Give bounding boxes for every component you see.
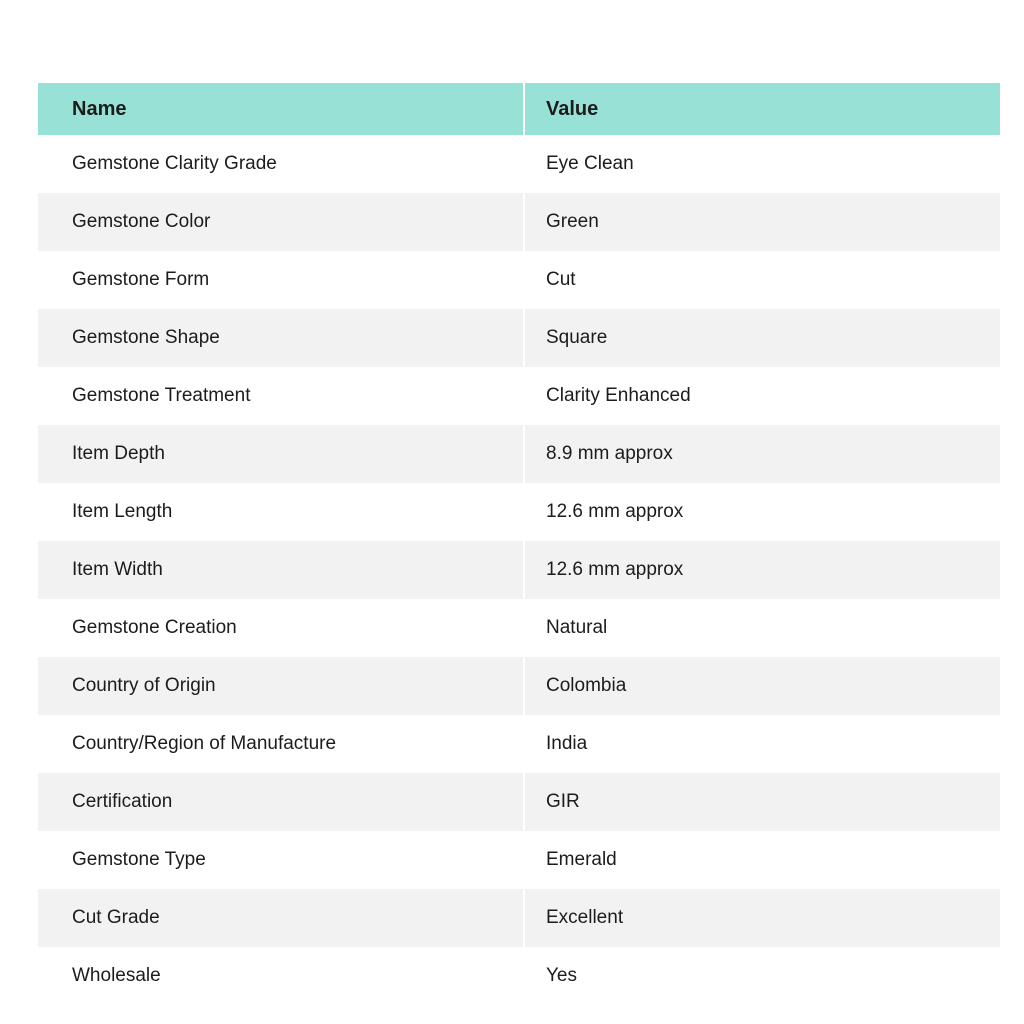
spec-name: Gemstone Treatment	[38, 367, 523, 425]
item-specifics-table	[38, 83, 1000, 1005]
spec-name: Item Width	[38, 541, 523, 599]
spec-name: Gemstone Creation	[38, 599, 523, 657]
spec-name: Cut Grade	[38, 889, 523, 947]
table-row	[38, 599, 1000, 657]
spec-value: India	[525, 715, 1000, 773]
table-row	[38, 309, 1000, 367]
spec-value: 12.6 mm approx	[525, 541, 1000, 599]
spec-name: Country/Region of Manufacture	[38, 715, 523, 773]
table-row	[38, 251, 1000, 309]
spec-value: Square	[525, 309, 1000, 367]
header-name: Name	[38, 83, 523, 135]
spec-name: Gemstone Color	[38, 193, 523, 251]
spec-name: Gemstone Form	[38, 251, 523, 309]
table-row	[38, 425, 1000, 483]
table-row	[38, 889, 1000, 947]
spec-value: Emerald	[525, 831, 1000, 889]
spec-value: Clarity Enhanced	[525, 367, 1000, 425]
spec-value: Eye Clean	[525, 135, 1000, 193]
table-row	[38, 947, 1000, 1005]
spec-name: Gemstone Type	[38, 831, 523, 889]
table-row	[38, 135, 1000, 193]
spec-value: Colombia	[525, 657, 1000, 715]
table-row	[38, 367, 1000, 425]
spec-value: Yes	[525, 947, 1000, 1005]
spec-name: Item Length	[38, 483, 523, 541]
spec-value: 12.6 mm approx	[525, 483, 1000, 541]
spec-value: 8.9 mm approx	[525, 425, 1000, 483]
spec-name: Wholesale	[38, 947, 523, 1005]
spec-name: Country of Origin	[38, 657, 523, 715]
spec-value: Cut	[525, 251, 1000, 309]
spec-value: Green	[525, 193, 1000, 251]
spec-value: Excellent	[525, 889, 1000, 947]
table-row	[38, 193, 1000, 251]
spec-value: GIR	[525, 773, 1000, 831]
spec-name: Item Depth	[38, 425, 523, 483]
header-value: Value	[525, 83, 1000, 135]
spec-value: Natural	[525, 599, 1000, 657]
table-row	[38, 773, 1000, 831]
table-row	[38, 541, 1000, 599]
table-body	[38, 135, 1000, 1005]
spec-name: Gemstone Clarity Grade	[38, 135, 523, 193]
spec-name: Certification	[38, 773, 523, 831]
table-header-row	[38, 83, 1000, 135]
table-row	[38, 831, 1000, 889]
table-row	[38, 483, 1000, 541]
table-row	[38, 657, 1000, 715]
table-row	[38, 715, 1000, 773]
spec-name: Gemstone Shape	[38, 309, 523, 367]
